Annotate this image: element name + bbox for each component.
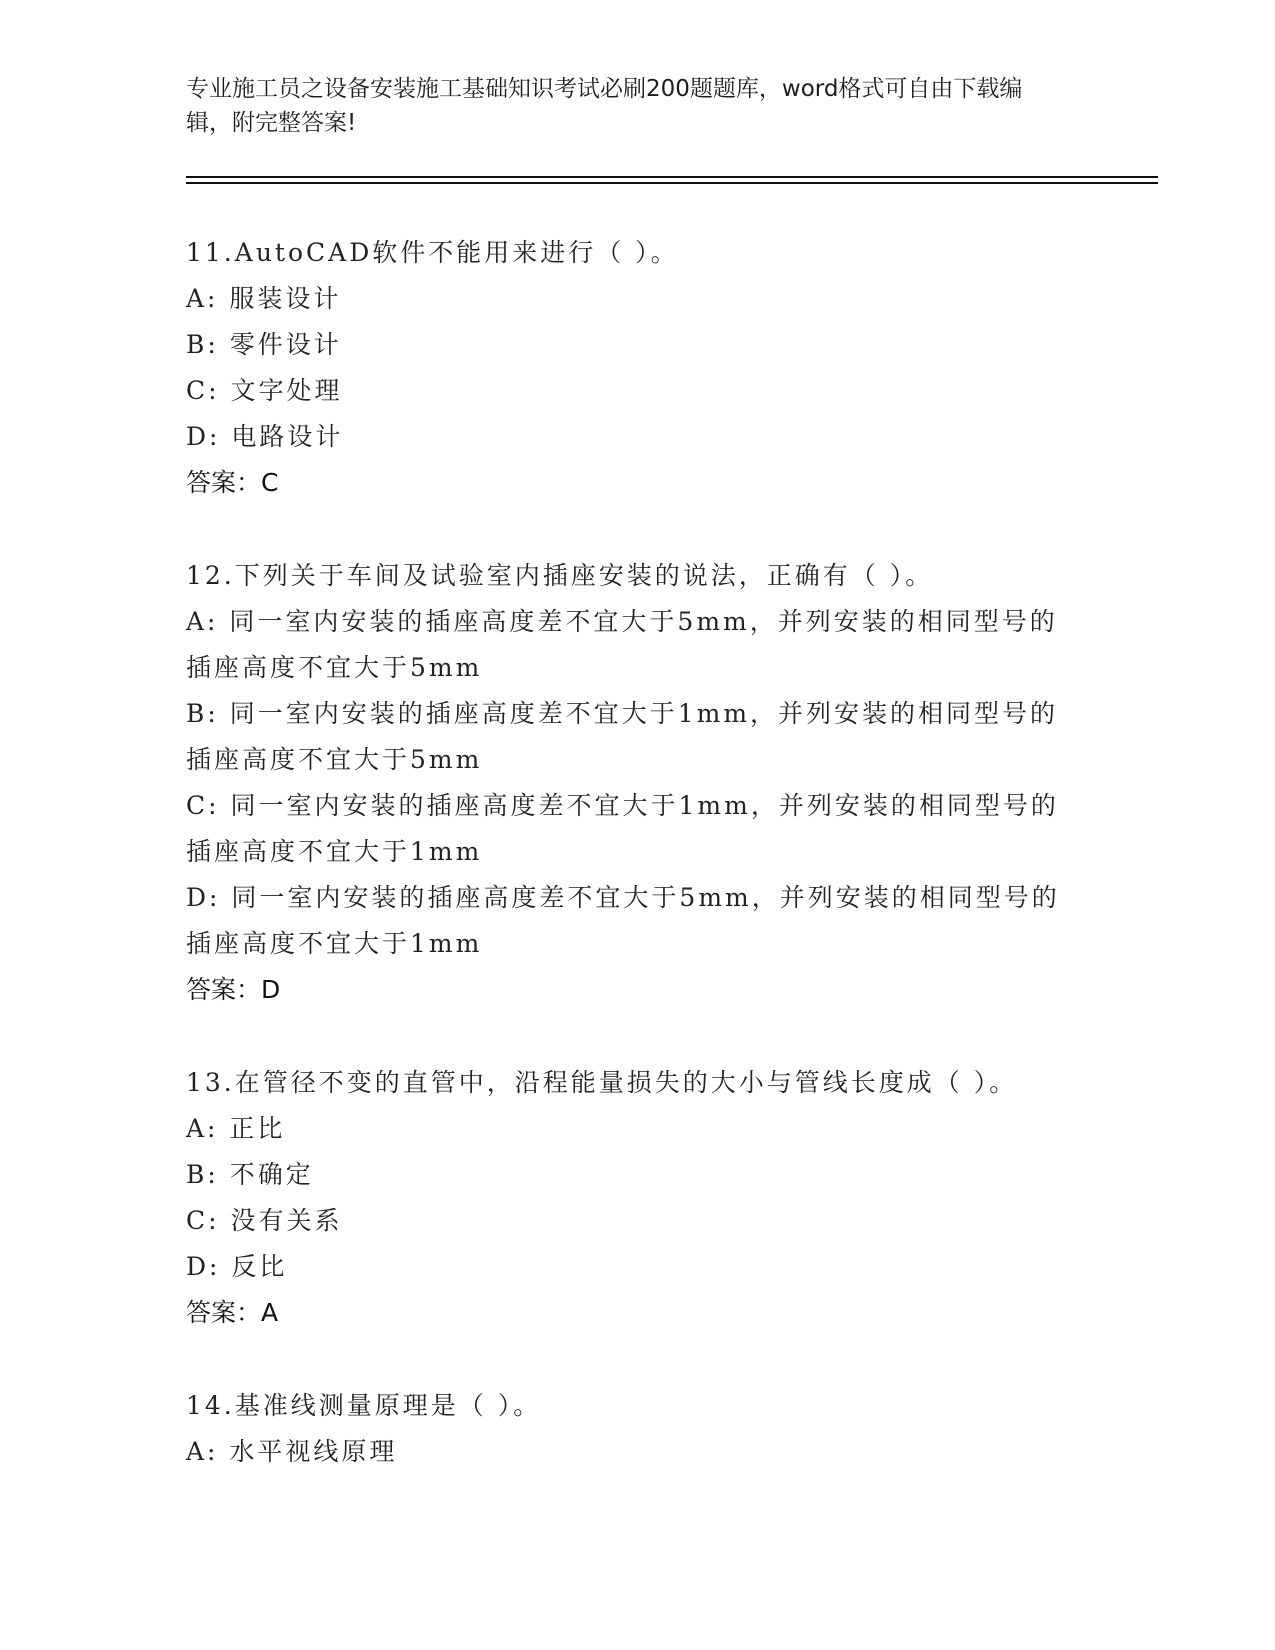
option-text-continued: 插座高度不宜大于1mm	[186, 837, 483, 866]
option-d	[186, 875, 1086, 967]
option-text: C: 同一室内安装的插座高度差不宜大于1mm，并列安装的相同型号的	[186, 791, 1059, 820]
option-text: D: 同一室内安装的插座高度差不宜大于5mm，并列安装的相同型号的	[186, 883, 1060, 912]
question-13	[186, 1060, 1086, 1336]
option-text-continued: 插座高度不宜大于5mm	[186, 653, 483, 682]
option-b	[186, 691, 1086, 783]
option-text: B: 同一室内安装的插座高度差不宜大于1mm，并列安装的相同型号的	[186, 699, 1059, 728]
option-text: A: 服装设计	[186, 284, 342, 313]
option-a	[186, 1106, 1086, 1152]
option-c	[186, 368, 1086, 414]
option-text: C: 没有关系	[186, 1206, 343, 1235]
header-rule-bottom	[186, 182, 1158, 184]
question-stem: 13.在管径不变的直管中，沿程能量损失的大小与管线长度成（ ）。	[186, 1068, 1018, 1097]
question-stem: 12.下列关于车间及试验室内插座安装的说法，正确有（ ）。	[186, 561, 934, 590]
question-14	[186, 1383, 1086, 1475]
option-d	[186, 414, 1086, 460]
answer: 答案：D	[186, 975, 281, 1004]
option-text: D: 反比	[186, 1252, 288, 1281]
answer: 答案：A	[186, 1298, 279, 1327]
option-a	[186, 276, 1086, 322]
option-text: B: 不确定	[186, 1160, 314, 1189]
option-d	[186, 1244, 1086, 1290]
option-a	[186, 1429, 1086, 1475]
option-text-continued: 插座高度不宜大于1mm	[186, 929, 483, 958]
question-list	[186, 230, 1086, 1522]
document-header: 专业施工员之设备安装施工基础知识考试必刷200题题库，word格式可自由下载编辑，附完整答案!	[186, 76, 1023, 136]
answer: 答案：C	[186, 468, 279, 497]
option-b	[186, 1152, 1086, 1198]
option-text: A: 正比	[186, 1114, 286, 1143]
header-rule-top	[186, 176, 1158, 178]
question-stem: 14.基准线测量原理是（ ）。	[186, 1391, 542, 1420]
question-stem: 11.AutoCAD软件不能用来进行（ ）。	[186, 238, 679, 267]
option-text: D: 电路设计	[186, 422, 344, 451]
option-text-continued: 插座高度不宜大于5mm	[186, 745, 483, 774]
option-c	[186, 1198, 1086, 1244]
option-b	[186, 322, 1086, 368]
option-text: A: 水平视线原理	[186, 1437, 398, 1466]
option-a	[186, 599, 1086, 691]
option-text: A: 同一室内安装的插座高度差不宜大于5mm，并列安装的相同型号的	[186, 607, 1058, 636]
option-c	[186, 783, 1086, 875]
question-12	[186, 553, 1086, 1013]
option-text: C: 文字处理	[186, 376, 343, 405]
question-11	[186, 230, 1086, 506]
option-text: B: 零件设计	[186, 330, 342, 359]
